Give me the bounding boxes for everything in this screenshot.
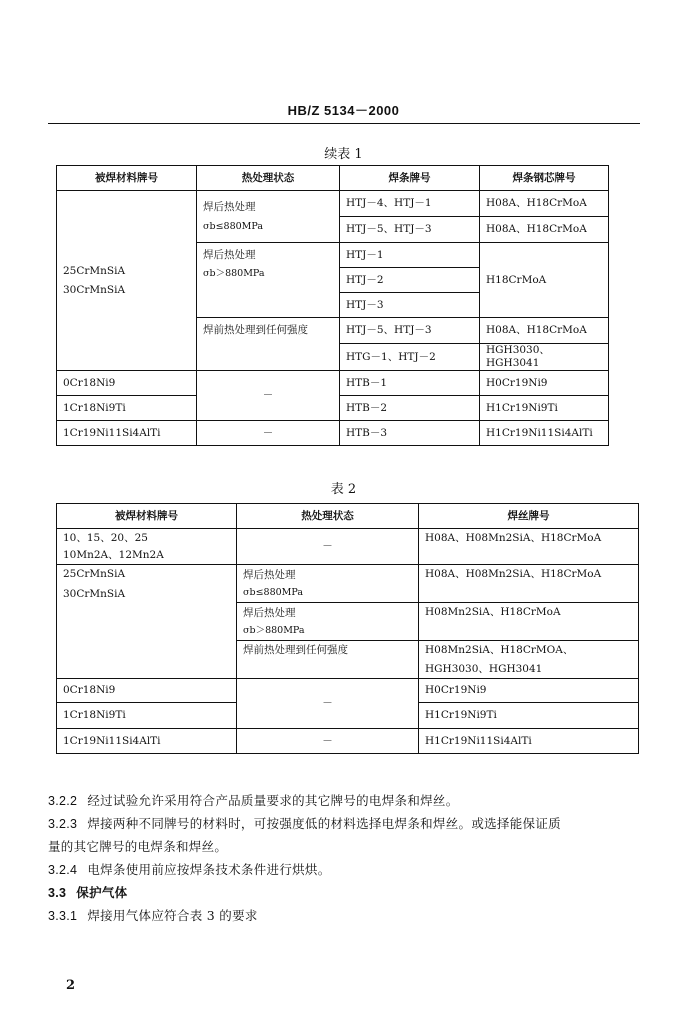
wire-name: H08Mn2SiA、H18CrMOA、 xyxy=(425,644,574,656)
core-cell: H0Cr19Ni9 xyxy=(480,371,609,396)
wire-cell: H1Cr19Ni9Ti xyxy=(419,703,639,729)
core-cell: H18CrMoA xyxy=(480,243,609,318)
material-cell: 0Cr18Ni9 xyxy=(57,679,237,703)
material-cell: 1Cr18Ni9Ti xyxy=(57,703,237,729)
table2 xyxy=(56,503,639,754)
strength-limit: σb＞880MPa xyxy=(203,268,265,279)
clause-number: 3.2.4 xyxy=(48,863,78,877)
material-name: 10Mn2A、12Mn2A xyxy=(63,548,164,561)
core-cell: HGH3030、HGH3041 xyxy=(480,344,609,371)
material-cell xyxy=(57,529,237,565)
rod-cell: HTB－3 xyxy=(340,421,480,446)
table2-header-row xyxy=(57,504,639,529)
clause-text: 经过试验允许采用符合产品质量要求的其它牌号的电焊条和焊丝。 xyxy=(87,793,459,808)
table1-col-state: 热处理状态 xyxy=(197,166,340,191)
state-cell xyxy=(237,603,419,641)
rod-cell: HTG－1、HTJ－2 xyxy=(340,344,480,371)
rod-cell: HTJ－4、HTJ－1 xyxy=(340,191,480,217)
table2-col-wire: 焊丝牌号 xyxy=(419,504,639,529)
material-cell: 1Cr19Ni11Si4AlTi xyxy=(57,421,197,446)
clause-text: 量的其它牌号的电焊条和焊丝。 xyxy=(48,839,228,854)
material-cell: 1Cr18Ni9Ti xyxy=(57,396,197,421)
table1-state-cell xyxy=(197,243,340,318)
rod-cell: HTJ－1 xyxy=(340,243,480,268)
material-cell: 1Cr19Ni11Si4AlTi xyxy=(57,729,237,754)
wire-cell: H08A、H08Mn2SiA、H18CrMoA xyxy=(419,529,639,565)
rod-cell: HTJ－5、HTJ－3 xyxy=(340,217,480,243)
state-cell: － xyxy=(197,421,340,446)
table1 xyxy=(56,165,609,446)
state-label: 焊后热处理 xyxy=(243,568,296,581)
clause-number: 3.2.3 xyxy=(48,817,78,831)
core-cell: H08A、H18CrMoA xyxy=(480,191,609,217)
state-label: 焊后热处理 xyxy=(203,249,256,261)
wire-cell xyxy=(419,641,639,679)
state-cell: 焊前热处理到任何强度 xyxy=(237,641,419,679)
page-number: 2 xyxy=(66,978,76,993)
table2-col-material: 被焊材料牌号 xyxy=(57,504,237,529)
strength-limit: σb≤880MPa xyxy=(203,220,264,232)
core-cell: H1Cr19Ni9Ti xyxy=(480,396,609,421)
table-row xyxy=(57,371,609,396)
material-name: 30CrMnSiA xyxy=(63,588,126,600)
section-number: 3.3 xyxy=(48,886,67,900)
table1-col-rod: 焊条牌号 xyxy=(340,166,480,191)
material-cell: 0Cr18Ni9 xyxy=(57,371,197,396)
table-row xyxy=(57,565,639,603)
clause-text: 焊接用气体应符合表 3 的要求 xyxy=(87,908,258,923)
table-row xyxy=(57,679,639,703)
wire-cell: H08Mn2SiA、H18CrMoA xyxy=(419,603,639,641)
material-name: 25CrMnSiA xyxy=(63,568,126,580)
material-name: 30CrMnSiA xyxy=(63,283,126,296)
document-header: HB/Z 5134－2000 xyxy=(287,103,400,118)
table1-material-cell xyxy=(57,191,197,371)
table1-header-row xyxy=(57,166,609,191)
rod-cell: HTJ－5、HTJ－3 xyxy=(340,318,480,344)
section-title: 保护气体 xyxy=(76,885,128,900)
clause-3-2-3 xyxy=(48,813,640,835)
table1-caption: 续表 1 xyxy=(324,147,363,162)
clause-3-2-4 xyxy=(48,859,640,881)
state-label: 焊后热处理 xyxy=(203,200,256,213)
state-cell: － xyxy=(197,371,340,421)
state-cell: － xyxy=(237,529,419,565)
clause-text: 电焊条使用前应按焊条技术条件进行烘烘。 xyxy=(87,862,331,877)
state-label: 焊后热处理 xyxy=(243,606,296,619)
state-cell: － xyxy=(237,679,419,729)
material-name: 25CrMnSiA xyxy=(63,264,126,277)
table1-col-core: 焊条钢芯牌号 xyxy=(480,166,609,191)
state-cell xyxy=(237,565,419,603)
header-rule xyxy=(48,123,640,124)
clause-number: 3.2.2 xyxy=(48,794,78,808)
material-name: 10、15、20、25 xyxy=(63,531,148,544)
wire-name: HGH3030、HGH3041 xyxy=(425,663,543,675)
rod-cell: HTB－1 xyxy=(340,371,480,396)
core-cell: H08A、H18CrMoA xyxy=(480,318,609,344)
section-3-3 xyxy=(48,882,640,904)
core-cell: H08A、H18CrMoA xyxy=(480,217,609,243)
table2-material-cell xyxy=(57,565,237,679)
wire-cell: H08A、H08Mn2SiA、H18CrMoA xyxy=(419,565,639,603)
table1-col-material: 被焊材料牌号 xyxy=(57,166,197,191)
rod-cell: HTJ－2 xyxy=(340,268,480,293)
strength-limit: σb＞880MPa xyxy=(243,624,305,636)
table-row xyxy=(57,191,609,217)
clause-3-2-3-continued xyxy=(48,836,640,858)
table2-caption: 表 2 xyxy=(330,482,357,497)
rod-cell: HTJ－3 xyxy=(340,293,480,318)
table-row xyxy=(57,729,639,754)
clause-3-3-1 xyxy=(48,905,640,927)
table-row xyxy=(57,529,639,565)
core-cell: H1Cr19Ni11Si4AlTi xyxy=(480,421,609,446)
clause-3-2-2 xyxy=(48,790,640,812)
state-cell: － xyxy=(237,729,419,754)
wire-cell: H1Cr19Ni11Si4AlTi xyxy=(419,729,639,754)
clause-number: 3.3.1 xyxy=(48,909,78,923)
table-row xyxy=(57,421,609,446)
table1-state-cell: 焊前热处理到任何强度 xyxy=(197,318,340,371)
rod-cell: HTB－2 xyxy=(340,396,480,421)
clause-text: 焊接两种不同牌号的材料时，可按强度低的材料选择电焊条和焊丝。或选择能保证质 xyxy=(87,816,561,831)
wire-cell: H0Cr19Ni9 xyxy=(419,679,639,703)
table1-state-cell xyxy=(197,191,340,243)
strength-limit: σb≤880MPa xyxy=(243,586,304,598)
table2-col-state: 热处理状态 xyxy=(237,504,419,529)
